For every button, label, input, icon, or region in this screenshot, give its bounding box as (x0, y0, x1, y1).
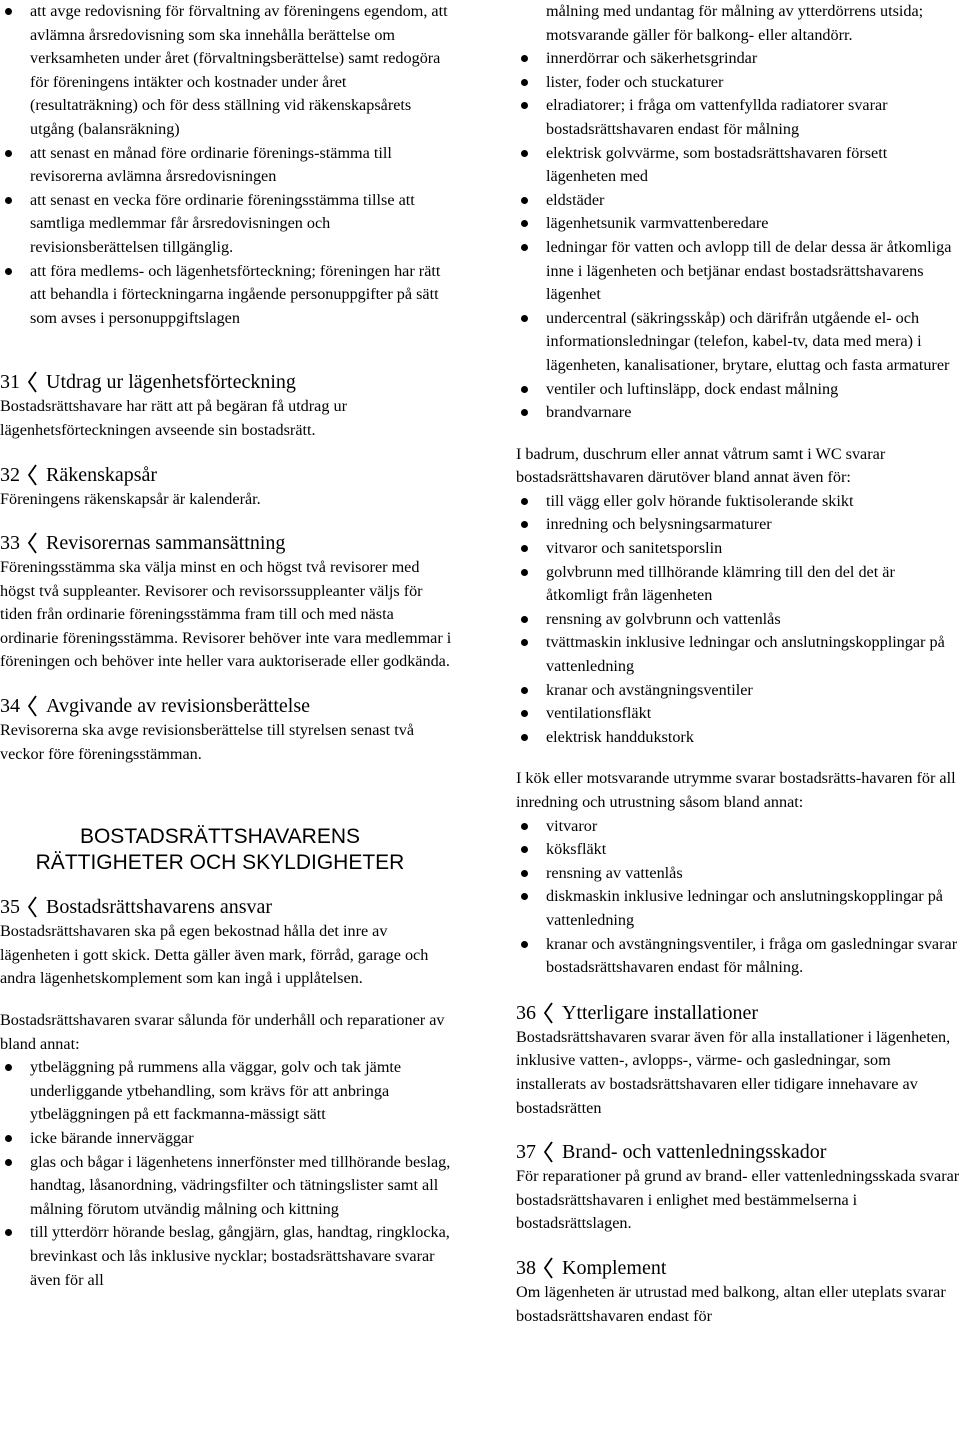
list-item: undercentral (säkringsskåp) och därifrån utgående el- och informationsledningar (telefon, kabel-tv, data med mera) i lägenheten, kanalisationer, brytare, eluttag och fasta armaturer (516, 307, 960, 378)
section-number: 34 (0, 695, 20, 718)
section-number: 31 (0, 371, 20, 394)
bullet-icon (521, 244, 528, 251)
section-heading-35 (0, 894, 452, 920)
section-title: Bostadsrättshavarens ansvar (46, 896, 273, 919)
bullet-icon (521, 846, 528, 853)
section-35-bullet-list (0, 1056, 452, 1292)
list-item: innerdörrar och säkerhetsgrindar (516, 47, 960, 71)
bullet-icon (5, 1064, 12, 1071)
section-title: Räkenskapsår (46, 463, 158, 486)
bullet-icon (521, 734, 528, 741)
section-heading-37 (516, 1139, 960, 1165)
bathroom-bullet-list (516, 490, 960, 750)
responsibility-bullet-list (516, 47, 960, 425)
section-sign-icon (24, 370, 42, 394)
list-item: lägenhetsunik varmvattenberedare (516, 212, 960, 236)
section-number: 33 (0, 532, 20, 555)
bullet-icon (521, 870, 528, 877)
list-item: ytbeläggning på rummens alla väggar, golv och tak jämte underliggande ytbehandling, som krävs för att anbringa ytbeläggningen på ett fackmanna-mässigt sätt (0, 1056, 452, 1127)
major-heading-line: BOSTADSRÄTTSHAVARENS (79, 825, 361, 849)
bullet-icon (521, 102, 528, 109)
list-item: vitvaror (516, 815, 960, 839)
section-number: 37 (516, 1141, 536, 1164)
list-item: att föra medlems- och lägenhetsförteckning; föreningen har rätt att behandla i förteckningarna ingående personuppgifter på sätt som avses i personuppgiftslagen (0, 260, 452, 331)
section-text-34: Revisorerna ska avge revisionsberättelse till styrelsen senast två veckor före föreningsstämman. (0, 721, 415, 763)
list-item: ventiler och luftinsläpp, dock endast målning (516, 378, 960, 402)
list-item: elektrisk handdukstork (516, 726, 960, 750)
bullet-icon (5, 197, 12, 204)
bullet-icon (521, 315, 528, 322)
section-text-38: Om lägenheten är utrustad med balkong, altan eller uteplats svarar bostadsrättshavaren endast för (516, 1282, 946, 1325)
list-item: elradiatorer; i fråga om vattenfyllda radiatorer svarar bostadsrättshavaren endast för målning (516, 94, 960, 141)
section-text-37: För reparationer på grund av brand- eller vattenledningsskada svarar bostadsrättshavaren i enlighet med bestämmelserna i bostadsrättslagen. (516, 1167, 960, 1233)
list-item: ventilationsfläkt (516, 702, 960, 726)
bullet-icon (521, 498, 528, 505)
list-item: vitvaror och sanitetsporslin (516, 537, 960, 561)
list-item: elektrisk golvvärme, som bostadsrättshavaren försett lägenheten med (516, 142, 960, 189)
list-item: att senast en månad före ordinarie förenings-stämma till revisorerna avlämna årsredovisningen (0, 142, 452, 189)
section-heading-31 (0, 369, 452, 395)
section-sign-icon (540, 1001, 558, 1025)
major-heading-line: RÄTTIGHETER OCH SKYLDIGHETER (35, 851, 405, 875)
bullet-icon (5, 150, 12, 157)
list-item: till ytterdörr hörande beslag, gångjärn, glas, handtag, ringklocka, brevinkast och lås inklusive nycklar; bostadsrättshavare svarar även för all (0, 1221, 452, 1292)
list-item: att senast en vecka före ordinarie föreningsstämma tillse att samtliga medlemmar får årsredovisningen och revisionsberättelsen tillgänglig. (0, 189, 452, 260)
list-item: kranar och avstängningsventiler, i fråga om gasledningar svarar bostadsrättshavaren endast för målning. (516, 933, 960, 980)
continuation-text: målning med undantag för målning av ytterdörrens utsida; motsvarande gäller för balkong- eller altandörr. (546, 2, 924, 44)
section-number: 38 (516, 1256, 536, 1279)
section-sign-icon (24, 531, 42, 555)
bullet-icon (521, 893, 528, 900)
bullet-icon (521, 639, 528, 646)
bullet-icon (5, 1135, 12, 1142)
list-item: icke bärande innerväggar (0, 1127, 452, 1151)
list-item: brandvarnare (516, 401, 960, 425)
section-text-32: Föreningens räkenskapsår är kalenderår. (0, 489, 261, 508)
section-sign-icon (24, 895, 42, 919)
bullet-icon (5, 8, 12, 15)
list-item: rensning av golvbrunn och vattenlås (516, 608, 960, 632)
section-heading-33 (0, 530, 452, 556)
section-heading-32 (0, 462, 452, 488)
section-number: 35 (0, 896, 20, 919)
bullet-icon (521, 386, 528, 393)
list-item: till vägg eller golv hörande fuktisolerande skikt (516, 490, 960, 514)
section-text-35: Bostadsrättshavaren ska på egen bekostnad hålla det inre av lägenheten i gott skick. Detta gäller även mark, förråd, garage och andra lägenhetskomplement som kan ingå i upplåtelsen. (0, 922, 429, 988)
section-sign-icon (540, 1256, 558, 1280)
section-sign-icon (24, 694, 42, 718)
section-heading-34 (0, 693, 452, 719)
bullet-icon (521, 79, 528, 86)
left-top-bullet-list (0, 0, 452, 330)
bullet-icon (521, 521, 528, 528)
bathroom-intro: I badrum, duschrum eller annat våtrum samt i WC svarar bostadsrättshavaren därutöver bland annat även för: (516, 444, 886, 487)
list-item: inredning och belysningsarmaturer (516, 513, 960, 537)
section-heading-38 (516, 1255, 960, 1281)
section-text-31: Bostadsrättshavare har rätt att på begäran få utdrag ur lägenhetsförteckningen avseende sin bostadsrätt. (0, 397, 347, 439)
bullet-icon (521, 220, 528, 227)
left-column (0, 0, 452, 1292)
bullet-icon (5, 1159, 12, 1166)
list-item: glas och bågar i lägenhetens innerfönster med tillhörande beslag, handtag, låsanordning, vädringsfilter och tätningslister samt all målning förutom utvändig målning och kittning (0, 1151, 452, 1222)
section-title: Brand- och vattenledningsskador (562, 1141, 827, 1164)
section-text-36: Bostadsrättshavaren svarar även för alla installationer i lägenheten, inklusive vatten-, avlopps-, värme- och gasledningar, som installerats av bostadsrättshavaren eller tidigare innehavare av bostadsrätten (516, 1027, 951, 1117)
list-item: kranar och avstängningsventiler (516, 679, 960, 703)
section-sign-icon (540, 1140, 558, 1164)
list-item: lister, foder och stuckaturer (516, 71, 960, 95)
section-text-33: Föreningsstämma ska välja minst en och högst två revisorer med högst två suppleanter. Revisorer och revisorssuppleanter väljs för tiden från ordinarie föreningsstämma fram till och med nästa ordinarie föreningsstämma. Revisorer behöver inte vara medlemmar i föreningen och behöver inte heller vara auktoriserade eller godkända. (0, 558, 452, 671)
section-heading-36 (516, 1000, 960, 1026)
bullet-icon (521, 687, 528, 694)
list-item: köksfläkt (516, 838, 960, 862)
list-item: att avge redovisning för förvaltning av föreningens egendom, att avlämna årsredovisning som ska innehålla berättelse om verksamheten under året (förvaltningsberättelse) samt redogöra för föreningens intäkter och kostnader under året (resultaträkning) och för dess ställning vid räkenskapsårets utgång (balansräkning) (0, 0, 452, 142)
section-number: 32 (0, 463, 20, 486)
section-title: Utdrag ur lägenhetsförteckning (46, 371, 296, 394)
section-number: 36 (516, 1001, 536, 1024)
bullet-icon (521, 569, 528, 576)
bullet-icon (521, 545, 528, 552)
bullet-icon (521, 409, 528, 416)
section-title: Revisorernas sammansättning (46, 532, 286, 555)
section-title: Ytterligare installationer (562, 1001, 759, 1024)
section-title: Avgivande av revisionsberättelse (46, 695, 310, 718)
bullet-icon (5, 1229, 12, 1236)
list-item: tvättmaskin inklusive ledningar och anslutningskopplingar på vattenledning (516, 631, 960, 678)
bullet-icon (521, 197, 528, 204)
section-title: Komplement (562, 1256, 667, 1279)
section-sign-icon (24, 463, 42, 487)
kitchen-intro: I kök eller motsvarande utrymme svarar bostadsrätts-havaren för all inredning och utrustning såsom bland annat: (516, 769, 956, 811)
bullet-icon (521, 823, 528, 830)
list-item: eldstäder (516, 189, 960, 213)
bullet-icon (521, 616, 528, 623)
bullet-icon (521, 941, 528, 948)
list-item: ledningar för vatten och avlopp till de delar dessa är åtkomliga inne i lägenheten och betjänar endast bostadsrättshavarens lägenhet (516, 236, 960, 307)
kitchen-bullet-list (516, 815, 960, 980)
section-35-intro: Bostadsrättshavaren svarar sålunda för underhåll och reparationer av bland annat: (0, 1011, 445, 1053)
bullet-icon (5, 268, 12, 275)
major-heading (0, 824, 452, 876)
list-item: rensning av vattenlås (516, 862, 960, 886)
right-column (516, 0, 960, 1328)
bullet-icon (521, 55, 528, 62)
bullet-icon (521, 150, 528, 157)
list-item: golvbrunn med tillhörande klämring till den del det är åtkomligt från lägenheten (516, 561, 960, 608)
list-item: diskmaskin inklusive ledningar och anslutningskopplingar på vattenledning (516, 885, 960, 932)
bullet-icon (521, 710, 528, 717)
